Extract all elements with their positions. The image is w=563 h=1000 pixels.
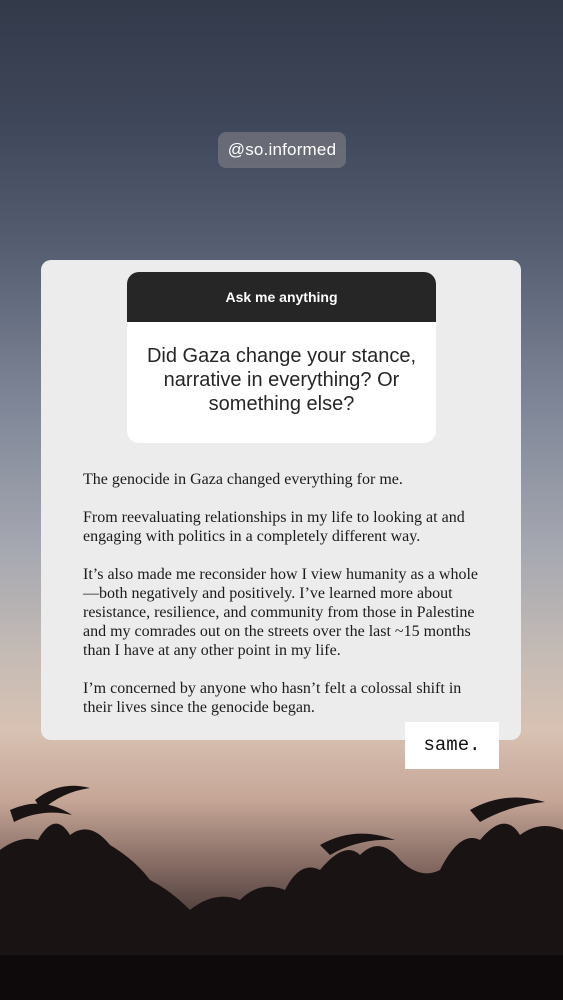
mention-handle-pill[interactable]: @so.informed	[218, 132, 346, 168]
answer-paragraph: From reevaluating relationships in my life to looking at and engaging with politics in a completely different way.	[83, 509, 465, 545]
answer-card	[41, 260, 521, 740]
answer-paragraph: I’m concerned by anyone who hasn’t felt a colossal shift in their lives since the genocide began.	[83, 680, 462, 716]
answer-paragraph: The genocide in Gaza changed everything for me.	[83, 471, 403, 488]
answer-paragraph: It’s also made me reconsider how I view humanity as a whole—both negatively and positively. I’ve learned more about resistance, resilience, and community from those in Palestine and my comrades out on the streets over the last ~15 months than I have at any other point in my life.	[83, 566, 478, 659]
same-text-sticker: same.	[405, 722, 499, 769]
question-text: Did Gaza change your stance, narrative in everything? Or something else?	[146, 345, 417, 415]
question-sticker	[127, 272, 436, 443]
question-sticker-header: Ask me anything	[127, 272, 436, 322]
answer-text	[83, 470, 493, 736]
palm-tree-silhouettes	[0, 740, 563, 1000]
